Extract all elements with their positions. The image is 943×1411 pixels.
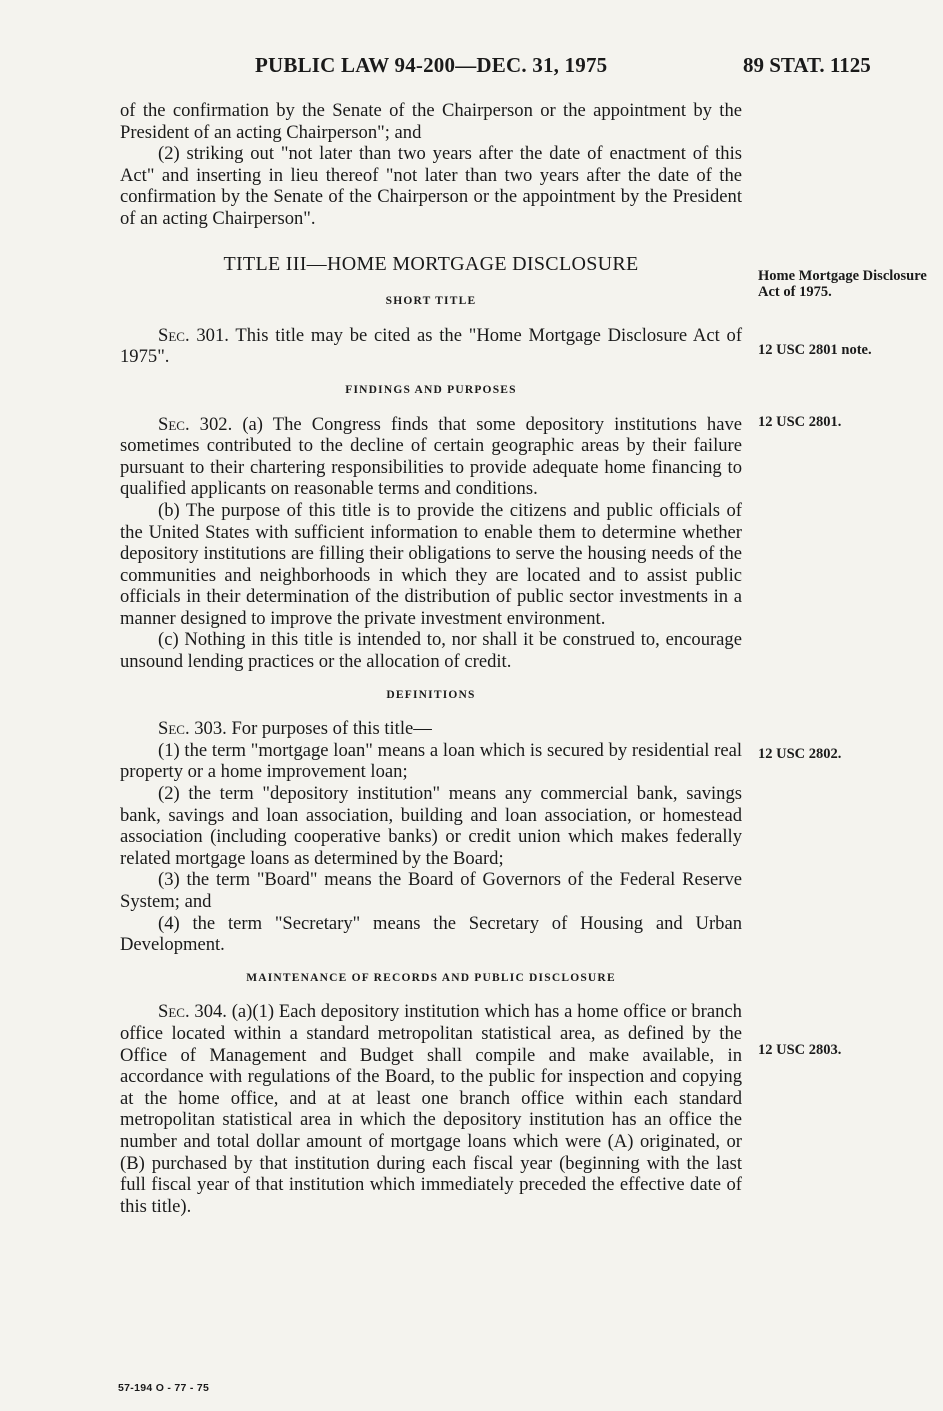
findings-heading: FINDINGS AND PURPOSES <box>345 383 517 396</box>
running-header-law: PUBLIC LAW 94-200—DEC. 31, 1975 <box>255 53 608 77</box>
margin-note-usc-2801: 12 USC 2801. <box>758 414 842 430</box>
section-302a <box>120 414 742 500</box>
section-302-lead: Sec. 302. <box>158 413 233 435</box>
section-301-lead: Sec. 301. <box>158 324 229 346</box>
definition-4: (4) the term "Secretary" means the Secretary of Housing and Urban Development. <box>120 912 742 956</box>
section-304a1-text: (a)(1) Each depository institution which has a home office or branch office located within a standard metropolitan statistical area, as defined by the Office of Management and Budget shall compile and make available, in accordance with regulations of the Board, to the public for inspection and copying at the home office, and at at least one branch office within each standard metropolitan statistical area in which the depository institution has an office the number and total dollar amount of mortgage loans which were (A) originated, or (B) purchased by that institution during each fiscal year (beginning with the last full fiscal year of that institution which immediately preceded the effective date of this title). <box>120 1001 742 1217</box>
section-303-lead: Sec. 303. <box>158 718 227 740</box>
section-304-lead: Sec. 304. <box>158 1001 227 1023</box>
definition-3: (3) the term "Board" means the Board of Governors of the Federal Reserve System; and <box>120 869 742 912</box>
intro-continuation: of the confirmation by the Senate of the Chairperson or the appointment by the President of an acting Chairperson"; and <box>120 100 742 143</box>
title-heading: TITLE III—HOME MORTGAGE DISCLOSURE <box>223 252 639 275</box>
section-301-text: This title may be cited as the "Home Mortgage Disclosure Act of 1975". <box>120 324 743 368</box>
section-303 <box>120 718 742 740</box>
intro-paragraph-2: (2) striking out "not later than two years after the date of enactment of this Act" and inserting in lieu thereof "not later than two years after the date of the confirmation by the Senate of the Chairperson or the appointment by the President of an acting Chairperson". <box>120 143 742 229</box>
running-header-stat-page: 89 STAT. 1125 <box>743 53 871 77</box>
print-code-footer: 57-194 O - 77 - 75 <box>118 1382 210 1394</box>
definition-1: (1) the term "mortgage loan" means a loan which is secured by residential real property or a home improvement loan; <box>120 739 742 783</box>
main-text-column <box>120 100 742 1217</box>
margin-note-usc-2801-note: 12 USC 2801 note. <box>758 342 872 358</box>
section-302c: (c) Nothing in this title is intended to, nor shall it be construed to, encourage unsound lending practices or the allocation of credit. <box>120 629 742 673</box>
section-302b: (b) The purpose of this title is to provide the citizens and public officials of the United States with sufficient information to enable them to determine whether depository institutions are filling their obligations to serve the housing needs of the communities and neighborhoods in which they are located and to assist public officials in their determination of the distribution of public sector investments in a manner designed to improve the private investment environment. <box>120 499 742 629</box>
margin-note-usc-2802: 12 USC 2802. <box>758 746 842 762</box>
section-304a1 <box>120 1001 742 1217</box>
definitions-heading: DEFINITIONS <box>386 688 476 701</box>
margin-note-act-name: Home Mortgage Disclosure Act of 1975. <box>758 268 927 300</box>
short-title-heading: SHORT TITLE <box>385 295 477 308</box>
section-303-text: For purposes of this title— <box>226 718 432 740</box>
maintenance-heading: MAINTENANCE OF RECORDS AND PUBLIC DISCLOSURE <box>246 971 616 984</box>
definition-2: (2) the term "depository institution" means any commercial bank, savings bank, savings and loan association, building and loan association, or homestead association (including cooperative banks) or credit union which makes federally related mortgage loans as determined by the Board; <box>120 783 742 869</box>
section-302a-text: (a) The Congress finds that some depository institutions have sometimes contributed to the decline of certain geographic areas by their failure pursuant to their chartering responsibilities to provide adequate home financing to qualified applicants on reasonable terms and conditions. <box>120 413 742 500</box>
section-301 <box>120 325 742 368</box>
margin-note-usc-2803: 12 USC 2803. <box>758 1042 842 1058</box>
